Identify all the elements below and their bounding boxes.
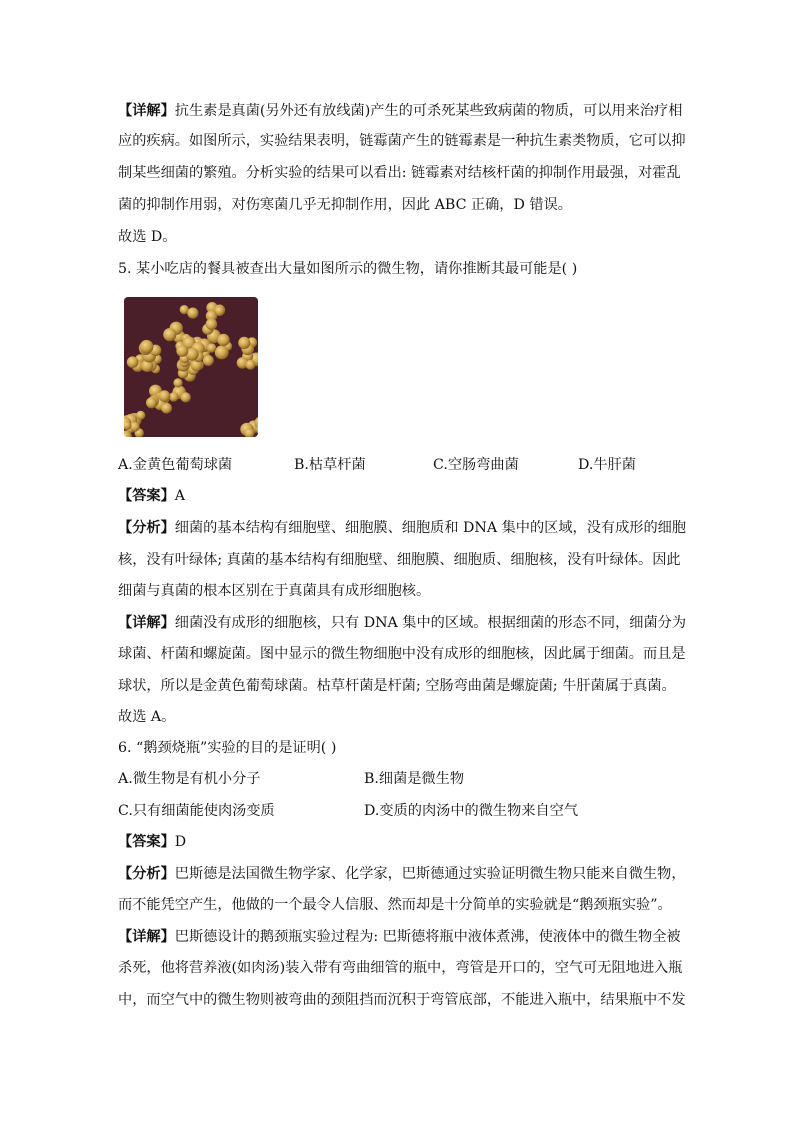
q6-analysis-line-1: 【分析】巴斯德是法国微生物学家、化学家，巴斯德通过实验证明微生物只能来自微生物， xyxy=(118,866,686,882)
coccus-cell xyxy=(146,397,157,408)
q6-option-a: A.微生物是有机小分子 xyxy=(118,771,261,787)
coccus-cell xyxy=(130,422,140,432)
q5-answer: 【答案】A xyxy=(118,488,186,504)
coccus-cell xyxy=(217,334,229,346)
q5-detail-line-3: 球状，所以是金黄色葡萄球菌。枯草杆菌是杆菌; 空肠弯曲菌是螺旋菌; 牛肝菌属于真菌。 xyxy=(118,678,676,694)
detail-line-2: 应的疾病。如图所示，实验结果表明，链霉菌产生的链霉素是一种抗生素类物质，它可以抑 xyxy=(118,133,686,149)
detail-line-1: 【详解】抗生素是真菌(另外还有放线菌)产生的可杀死某些致病菌的物质，可以用来治疗相 xyxy=(118,103,683,119)
q6-detail-line-3: 中，而空气中的微生物则被弯曲的颈阻挡而沉积于弯管底部，不能进入瓶中，结果瓶中不发 xyxy=(118,992,686,1008)
q5-option-c: C.空肠弯曲菌 xyxy=(433,457,519,473)
q5-detail-line-1: 【详解】细菌没有成形的细胞核，只有 DNA 集中的区域。根据细菌的形态不同，细菌分为 xyxy=(118,615,687,631)
q6-option-c: C.只有细菌能使肉汤变质 xyxy=(118,803,275,819)
coccus-cell xyxy=(127,356,139,368)
q6-option-b: B.细菌是微生物 xyxy=(364,771,465,787)
coccus-cell xyxy=(173,378,182,387)
cocci-cluster-image xyxy=(124,297,258,437)
coccus-cell xyxy=(245,360,255,370)
coccus-cell xyxy=(140,340,154,354)
q6-detail-line-2: 杀死，他将营养液(如肉汤)装入带有弯曲细管的瓶中，弯管是开口的，空气可无阻地进入瓶 xyxy=(118,960,683,976)
question-5-stem: 5. 某小吃店的餐具被查出大量如图所示的微生物，请你推断其最可能是( ) xyxy=(118,261,578,277)
q5-option-d: D.牛肝菌 xyxy=(578,457,636,473)
bacteria-micrograph-image xyxy=(124,297,258,437)
detail-tag: 【详解】 xyxy=(118,103,175,119)
q6-option-d: D.变质的肉汤中的微生物来自空气 xyxy=(364,803,579,819)
coccus-cell xyxy=(206,318,218,330)
coccus-cell xyxy=(161,403,172,414)
q6-analysis-line-2: 而不能凭空产生，他做的一个最令人信服、然而却是十分简单的实验就是“鹅颈瓶实验”。 xyxy=(118,897,672,913)
coccus-cell xyxy=(176,345,188,357)
coccus-cell xyxy=(215,345,229,359)
coccus-cell xyxy=(238,337,250,349)
coccus-cell xyxy=(159,390,171,402)
q5-option-b: B.枯草杆菌 xyxy=(294,457,366,473)
coccus-cell xyxy=(169,392,179,402)
conclusion-line: 故选 D。 xyxy=(118,229,177,245)
coccus-cell xyxy=(203,355,214,366)
q5-detail-line-4: 故选 A。 xyxy=(118,709,176,725)
detail-line-3: 制某些细菌的繁殖。分析实验的结果可以看出: 链霉素对结核杆菌的抑制作用最强，对霍乱 xyxy=(118,165,681,181)
coccus-cell xyxy=(181,392,191,402)
q5-analysis-line-2: 核，没有叶绿体; 真菌的基本结构有细胞壁、细胞膜、细胞质、细胞核，没有叶绿体。因此 xyxy=(118,552,681,568)
q6-detail-line-1: 【详解】巴斯德设计的鹅颈瓶实验过程为: 巴斯德将瓶中液体煮沸，使液体中的微生物全被 xyxy=(118,929,681,945)
q6-answer: 【答案】D xyxy=(118,834,187,850)
coccus-cell xyxy=(136,411,145,420)
detail-line-4: 菌的抑制作用弱，对伤寒菌几乎无抑制作用，因此 ABC 正确，D 错误。 xyxy=(118,197,572,213)
q5-option-a: A.金黄色葡萄球菌 xyxy=(118,457,233,473)
question-6-stem: 6. “鹅颈烧瓶”实验的目的是证明( ) xyxy=(118,740,337,756)
q5-detail-line-2: 球菌、杆菌和螺旋菌。图中显示的微生物细胞中没有成形的细胞核，因此属于细菌。而且是 xyxy=(118,646,686,662)
q5-analysis-line-3: 细菌与真菌的根本区别在于真菌具有成形细胞核。 xyxy=(118,583,431,599)
q5-analysis-line-1: 【分析】细菌的基本结构有细胞壁、细胞膜、细胞质和 DNA 集中的区域，没有成形的细胞 xyxy=(118,520,687,536)
coccus-cell xyxy=(207,343,216,352)
coccus-cell xyxy=(163,328,176,341)
coccus-cell xyxy=(187,308,198,319)
